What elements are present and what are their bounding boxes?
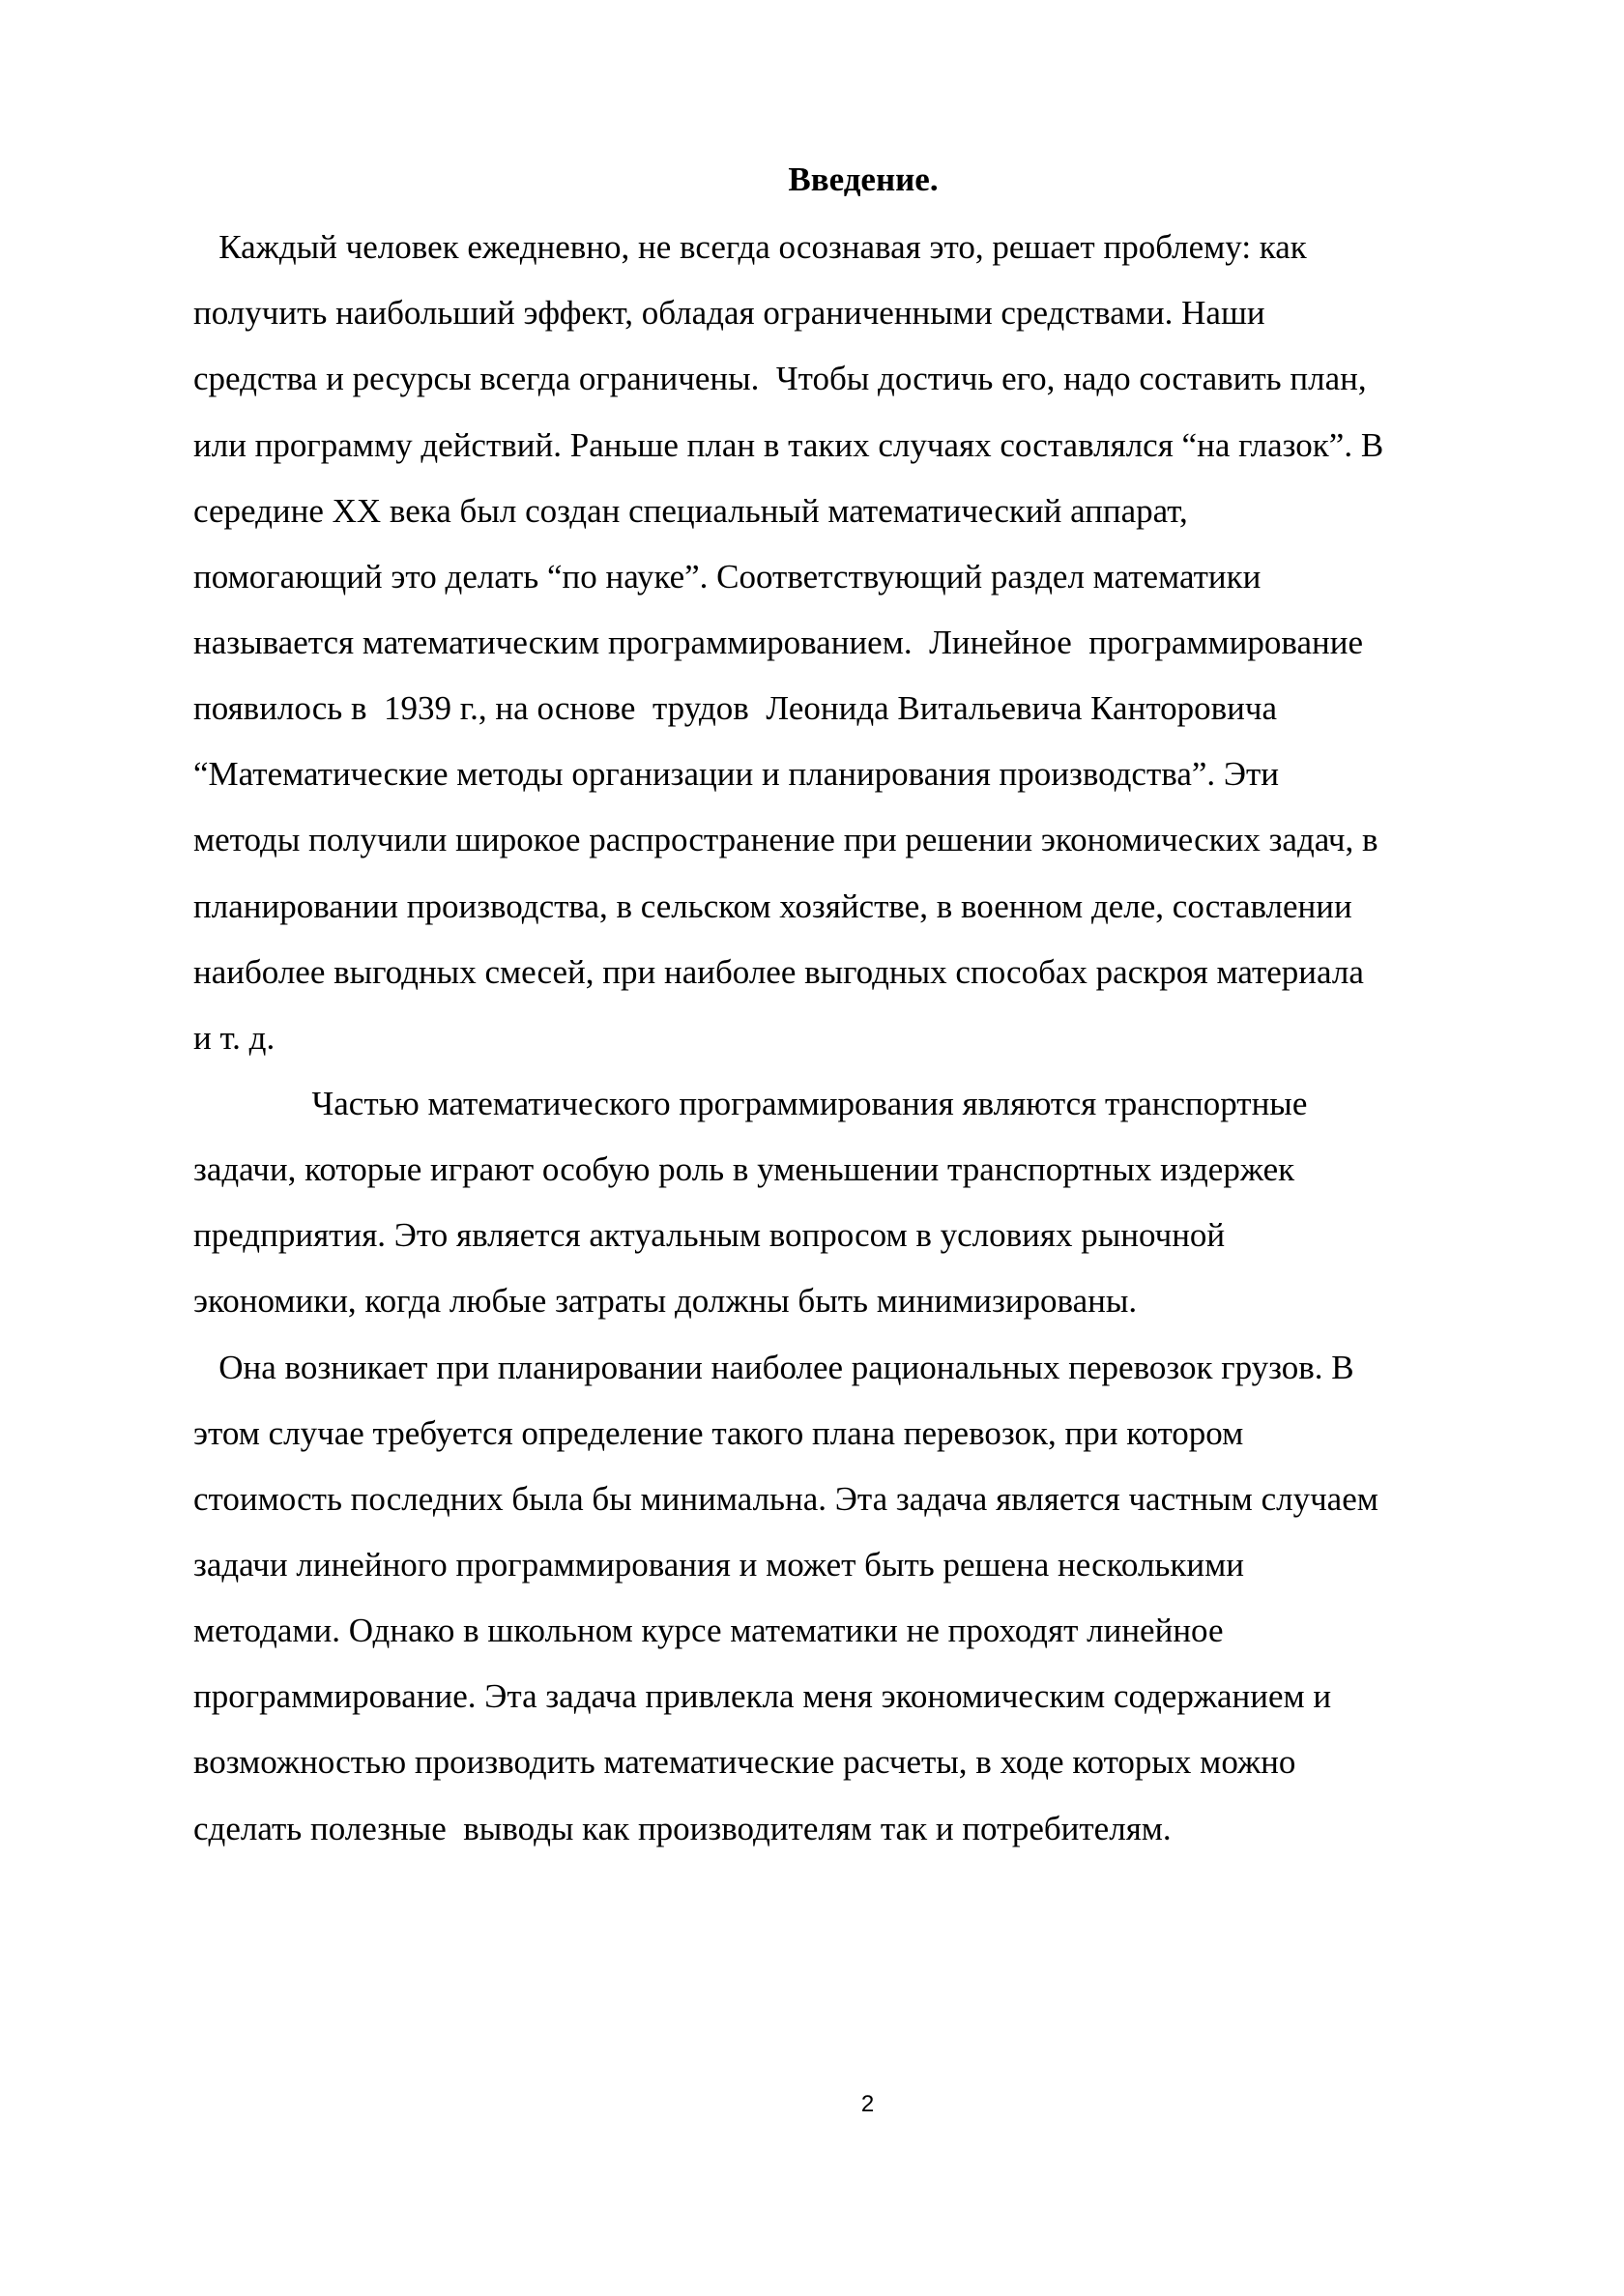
text-line: получить наибольший эффект, обладая ограниченными средствами. Наши — [193, 294, 1265, 332]
text-line: методами. Однако в школьном курсе математики не проходят линейное — [193, 1612, 1224, 1649]
text-line: называется математическим программированием. Линейное программирование — [193, 624, 1363, 661]
text-line: задачи, которые играют особую роль в уменьшении транспортных издержек — [193, 1150, 1295, 1188]
text-line: методы получили широкое распространение при решении экономических задач, в — [193, 821, 1378, 858]
text-line: Она возникает при планировании наиболее рациональных перевозок грузов. В — [193, 1349, 1354, 1386]
text-line: программирование. Эта задача привлекла меня экономическим содержанием и — [193, 1677, 1332, 1715]
text-line: сделать полезные выводы как производителям так и потребителям. — [193, 1810, 1172, 1847]
text-line: этом случае требуется определение такого плана перевозок, при котором — [193, 1414, 1244, 1452]
text-line: и т. д. — [193, 1019, 276, 1057]
text-line: наиболее выгодных смесей, при наиболее выгодных способах раскроя материала — [193, 953, 1364, 991]
text-line: экономики, когда любые затраты должны быть минимизированы. — [193, 1282, 1138, 1320]
text-line: Каждый человек ежедневно, не всегда осознавая это, решает проблему: как — [193, 228, 1307, 266]
page-number: 2 — [860, 2091, 875, 2117]
text-line: планировании производства, в сельском хозяйстве, в военном деле, составлении — [193, 887, 1352, 925]
text-line: средства и ресурсы всегда ограничены. Чтобы достичь его, надо составить план, — [193, 360, 1367, 397]
text-line: “Математические методы организации и планирования производства”. Эти — [193, 755, 1280, 793]
text-line: задачи линейного программирования и может быть решена несколькими — [193, 1546, 1244, 1584]
text-line: помогающий это делать “по науке”. Соответствующий раздел математики — [193, 558, 1262, 596]
text-line: предприятия. Это является актуальным вопросом в условиях рыночной — [193, 1216, 1226, 1254]
page-title: Введение. — [788, 160, 939, 198]
text-line: появилось в 1939 г., на основе трудов Леонида Витальевича Канторовича — [193, 689, 1278, 727]
text-line: или программу действий. Раньше план в таких случаях составлялся “на глазок”. В — [193, 426, 1384, 464]
text-line: стоимость последних была бы минимальна. Эта задача является частным случаем — [193, 1480, 1378, 1518]
text-line: возможностью производить математические расчеты, в ходе которых можно — [193, 1743, 1296, 1781]
text-line: середине XX века был создан специальный математический аппарат, — [193, 492, 1188, 530]
text-line: Частью математического программирования являются транспортные — [193, 1085, 1308, 1122]
